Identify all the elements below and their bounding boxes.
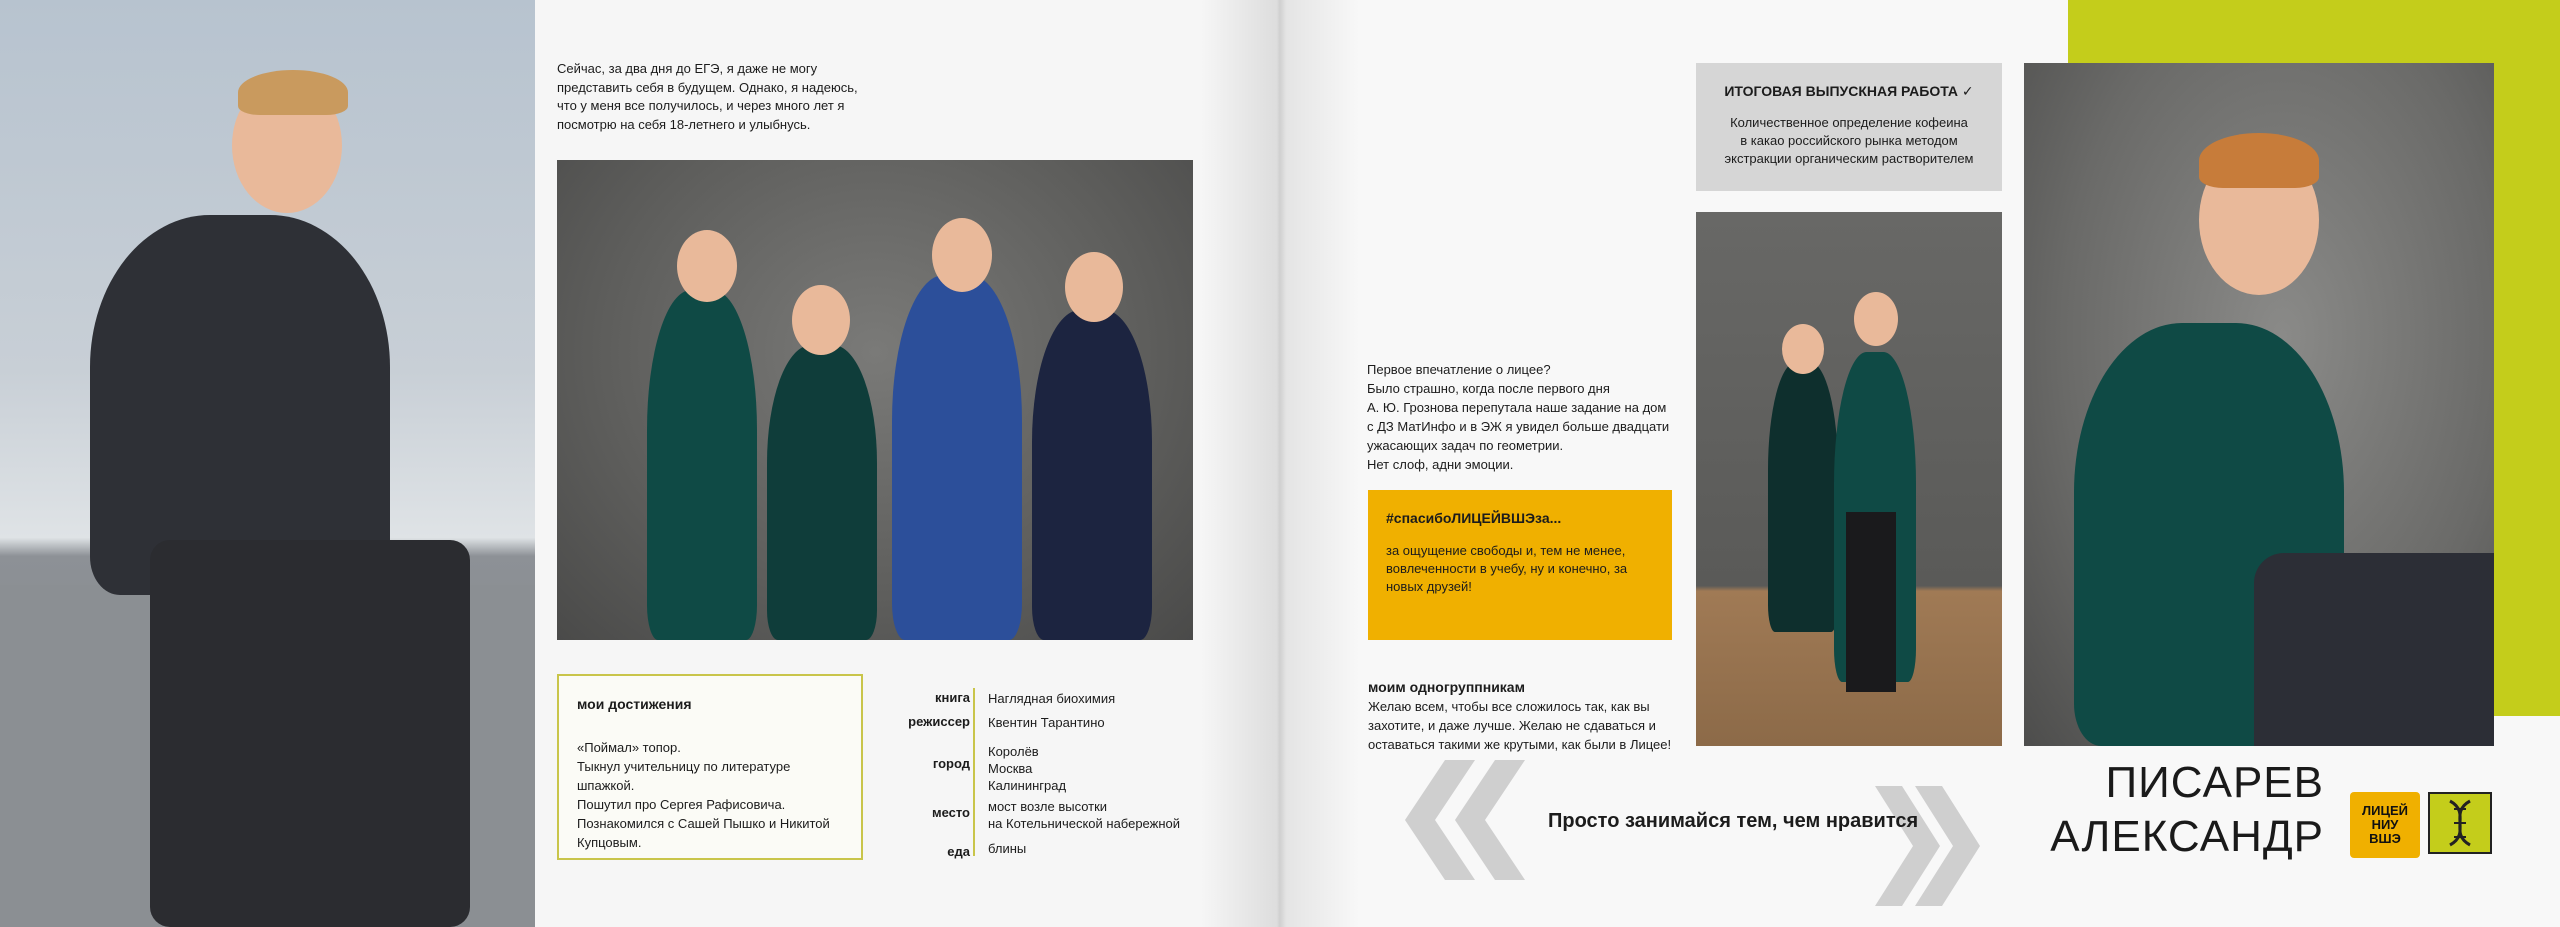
favorite-value: Москва: [988, 761, 1033, 776]
impression-line: ужасающих задач по геометрии.: [1367, 438, 1564, 453]
groupmates-line: захотите, и даже лучше. Желаю не сдаваться и: [1368, 718, 1656, 733]
favorite-key: еда: [947, 844, 970, 859]
first-impression: [1367, 360, 1677, 474]
dna-logo: [2428, 792, 2492, 854]
favorite-key: режиссер: [908, 714, 970, 729]
achievement-line: «Поймал» топор.: [577, 740, 681, 755]
impression-line: А. Ю. Грознова перепутала наше задание на дом: [1367, 400, 1667, 415]
dna-icon: [2442, 799, 2478, 847]
couple-photo: [1696, 212, 2002, 746]
lyceum-logo: [2350, 792, 2420, 858]
favorite-value: Наглядная биохимия: [988, 691, 1116, 706]
portrait-photo-left: [0, 0, 535, 927]
impression-line: с ДЗ МатИнфо и в ЭЖ я увидел больше двадцати: [1367, 419, 1670, 434]
achievement-line: шпажкой.: [577, 778, 635, 793]
groupmates-title: моим одногруппникам: [1368, 679, 1525, 695]
favorite-value: Квентин Тарантино: [988, 715, 1105, 730]
achievement-line: Познакомился с Сашей Пышко и Никитой: [577, 816, 830, 831]
logo-line: ВШЭ: [2369, 831, 2401, 846]
achievement-line: Пошутил про Сергея Рафисовича.: [577, 797, 786, 812]
close-quote-icon: [1870, 786, 1980, 906]
groupmates-line: Желаю всем, чтобы все сложилось так, как вы: [1368, 699, 1650, 714]
favorite-value: Калининград: [988, 778, 1067, 793]
intro-line: что у меня все получилось, и через много лет я: [557, 98, 845, 113]
impression-line: Было страшно, когда после первого дня: [1367, 381, 1610, 396]
favorite-value: блины: [988, 841, 1027, 856]
intro-line: представить себя в будущем. Однако, я надеюсь,: [557, 79, 858, 95]
thesis-line: в какао российского рынка методом: [1740, 133, 1958, 148]
groupmates-message: [1368, 678, 1688, 754]
favorites-divider: [973, 688, 975, 856]
achievement-line: Тыкнул учительницу по литературе: [577, 759, 791, 774]
surname: ПИСАРЕВ: [2105, 758, 2324, 807]
thanks-line: новых друзей!: [1386, 579, 1472, 594]
groupmates-line: оставаться такими же крутыми, как были в Лицее!: [1368, 737, 1672, 752]
impression-line: Первое впечатление о лицее?: [1367, 362, 1551, 377]
impression-line: Нет слоф, адни эмоции.: [1367, 457, 1514, 472]
thesis-box: [1696, 63, 2002, 191]
group-photo: [557, 160, 1193, 640]
thanks-title: #спасибоЛИЦЕЙВШЭза...: [1386, 510, 1562, 526]
portrait-photo-right: [2024, 63, 2494, 746]
achievements-title: мои достижения: [577, 696, 692, 712]
open-quote-icon: [1400, 760, 1530, 880]
thesis-title: ИТОГОВАЯ ВЫПУСКНАЯ РАБОТА ✓: [1724, 83, 1974, 99]
thanks-box: [1368, 490, 1672, 640]
favorite-key: книга: [935, 690, 970, 705]
thesis-line: экстракции органическим растворителем: [1724, 151, 1974, 166]
achievement-line: Купцовым.: [577, 835, 642, 850]
achievements-box: [557, 674, 863, 860]
thanks-line: вовлеченности в учебу, ну и конечно, за: [1386, 561, 1628, 576]
logo-line: ЛИЦЕЙ: [2362, 803, 2408, 818]
favorite-value: Королёв: [988, 744, 1039, 759]
favorite-key: место: [931, 805, 970, 820]
intro-line: посмотрю на себя 18-летнего и улыбнусь.: [557, 116, 811, 132]
thanks-line: за ощущение свободы и, тем не менее,: [1386, 543, 1626, 558]
logo-line: НИУ: [2371, 817, 2399, 832]
favorite-value: мост возле высотки: [988, 799, 1108, 814]
first-name: АЛЕКСАНДР: [2050, 812, 2324, 861]
intro-line: Сейчас, за два дня до ЕГЭ, я даже не могу: [557, 61, 818, 76]
thesis-line: Количественное определение кофеина: [1730, 115, 1968, 130]
favorite-key: город: [932, 756, 970, 771]
favorite-value: на Котельнической набережной: [988, 816, 1181, 831]
motto: Просто занимайся тем, чем нравится: [1548, 810, 1919, 832]
intro-paragraph: [557, 60, 887, 134]
